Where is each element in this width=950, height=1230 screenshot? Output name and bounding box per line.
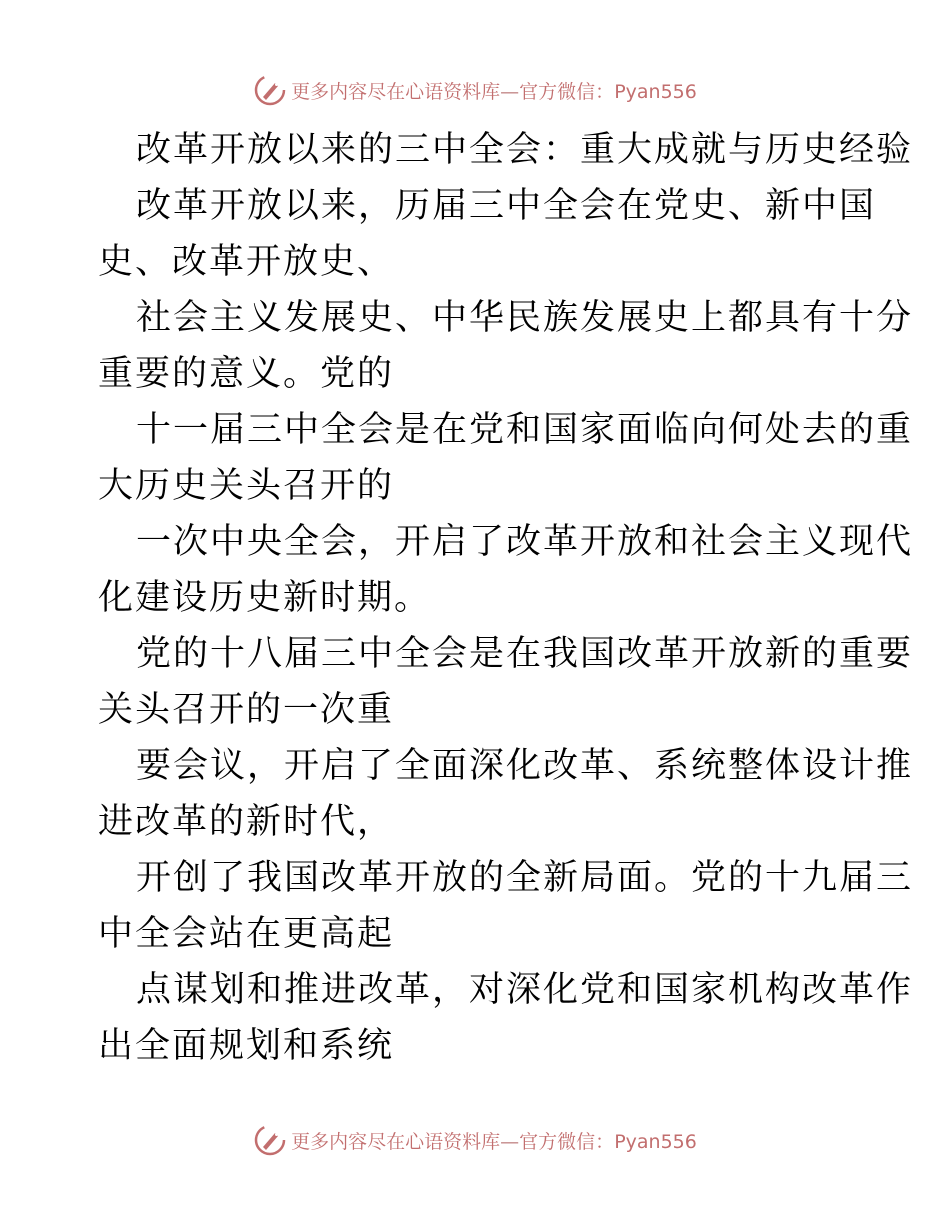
paragraph-line: 进改革的新时代， xyxy=(98,802,395,842)
paragraph-line: 十一届三中全会是在党和国家面临向何处去的重 xyxy=(136,410,914,450)
paragraph-line: 中全会站在更高起 xyxy=(98,914,395,954)
paragraph-line: 党的十八届三中全会是在我国改革开放新的重要 xyxy=(136,634,914,674)
banner-brand: 更多内容尽在心语资料库 xyxy=(291,1130,501,1153)
paragraph-line: 关头召开的一次重 xyxy=(98,690,395,730)
paragraph xyxy=(98,962,914,1074)
banner-text xyxy=(291,77,697,104)
paragraph-line: 重要的意义。党的 xyxy=(98,354,395,394)
paragraph xyxy=(98,850,914,962)
paragraph-line: 社会主义发展史、中华民族发展史上都具有十分 xyxy=(136,298,914,338)
banner-account: Pyan556 xyxy=(614,1130,697,1153)
paragraph-line: 大历史关头召开的 xyxy=(98,466,395,506)
banner-account: Pyan556 xyxy=(614,80,697,103)
banner-label: 官方微信： xyxy=(519,1130,615,1153)
paragraph-line: 要会议，开启了全面深化改革、系统整体设计推 xyxy=(136,746,914,786)
paragraph-line: 开创了我国改革开放的全新局面。党的十九届三 xyxy=(136,858,914,898)
banner-separator: — xyxy=(500,1130,520,1153)
banner-separator: — xyxy=(500,80,520,103)
banner-brand: 更多内容尽在心语资料库 xyxy=(291,80,501,103)
paragraph xyxy=(98,290,914,402)
banner-label: 官方微信： xyxy=(519,80,615,103)
footer-banner xyxy=(0,1120,950,1160)
paragraph-line: 一次中央全会，开启了改革开放和社会主义现代 xyxy=(136,522,914,562)
paragraph-line: 点谋划和推进改革，对深化党和国家机构改革作 xyxy=(136,970,914,1010)
paragraph-line: 出全面规划和系统 xyxy=(98,1026,395,1066)
paragraph-line: 史、改革开放史、 xyxy=(98,242,395,282)
paragraph xyxy=(98,178,877,290)
document-title: 改革开放以来的三中全会：重大成就与历史经验 xyxy=(136,130,914,170)
paragraph xyxy=(98,402,914,514)
paragraph xyxy=(98,626,914,738)
header-banner xyxy=(0,70,950,110)
pen-nib-swirl-logo-icon xyxy=(253,1123,287,1157)
paragraph-line: 改革开放以来，历届三中全会在党史、新中国 xyxy=(136,186,877,226)
paragraph xyxy=(98,514,914,626)
banner-text xyxy=(291,1127,697,1154)
paragraph xyxy=(98,738,914,850)
pen-nib-swirl-logo-icon xyxy=(253,73,287,107)
paragraph-line: 化建设历史新时期。 xyxy=(98,578,432,618)
document-body xyxy=(98,122,914,1074)
